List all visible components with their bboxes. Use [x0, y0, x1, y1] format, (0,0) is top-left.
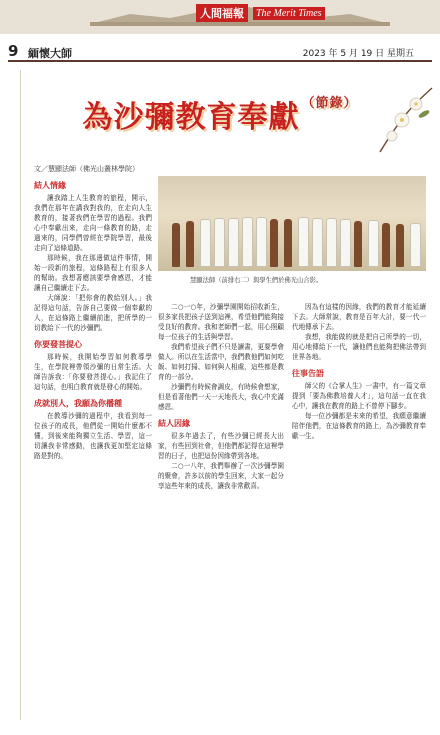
page-header [0, 42, 440, 66]
paragraph: 二○一八年，我們舉辦了一次沙彌學園的聚會，許多以前的學生回來，大家一起分享這些年來的成長，讓我非常歡喜。 [158, 462, 284, 490]
section-heading: 成就別人，我願為你播種 [34, 398, 122, 408]
photo-figure [228, 218, 239, 267]
photo-figure [256, 217, 267, 267]
paragraph: 二○一○年，沙彌學園開始招收新生，很多家長把孩子送到這裡，希望他們能夠接受良好的教育。我和老師們一起，用心照顧每一位孩子的生活與學習。 [158, 303, 284, 341]
group-photo [158, 176, 426, 271]
section-name: 緬懷大師 [28, 47, 72, 60]
photo-figure [340, 219, 351, 267]
section-heading: 結人情緣 [34, 180, 66, 190]
photo-figure [382, 223, 390, 267]
photo-figure [326, 218, 337, 267]
masthead [0, 0, 440, 34]
section-heading: 你要發菩提心 [34, 339, 82, 349]
paragraph: 我想，我能做的就是把自己所學的一切，用心地傳給下一代，讓他們也能夠把佛法帶到世界各地。 [292, 333, 426, 361]
paragraph: 每一位沙彌都是未來的希望，我願意繼續陪伴他們，在這條教育的路上，為沙彌教育奉獻一生。 [292, 412, 426, 440]
paragraph: 那時候，我在那邊做這件事情，開始一段新的旅程，這條路程上有很多人的幫助。我想著應該要學會感恩，才能讓自己繼續走下去。 [34, 254, 152, 292]
section-heading: 結人因緣 [158, 418, 190, 428]
photo-figure [312, 218, 323, 267]
article-title-suffix: （節錄） [301, 96, 358, 111]
issue-date: 2023 年 5 月 19 日 星期五 [302, 49, 414, 59]
section-heading: 往事告語 [292, 368, 324, 378]
photo-figure [242, 217, 253, 267]
photo-figure [214, 218, 225, 267]
paragraph: 我們希望孩子們不只是讀書，更要學會做人。所以在生活當中，我們教他們如何吃飯、如何打掃、如何與人相處，這些都是教育的一部分。 [158, 343, 284, 381]
text-column-3 [292, 302, 426, 441]
article-title-text: 為沙彌教育奉獻 [82, 100, 300, 135]
photo-figure [186, 221, 194, 267]
left-margin-rule [20, 70, 21, 720]
header-divider [8, 60, 432, 62]
article-title [70, 92, 370, 136]
paragraph: 讓我踏上人生教育的旅程，開示，我們在那年在講我對我的，在走向人生教育的，接著我們在學習的過程。我們心中奉獻出來，走向一條教育的路，走過來的，同學們曾經在學院學習，最後走向了這條道路。 [34, 194, 152, 252]
paragraph: 師父的《合掌人生》一書中，有一篇文章提到「要為佛教培養人才」，這句話一直在我心中，讓我在教育的路上不曾停下腳步。 [292, 382, 426, 410]
photo-figure [396, 224, 404, 267]
photo-figure [270, 219, 278, 267]
photo-figure [410, 223, 421, 267]
flower-branch-illustration [372, 86, 434, 156]
photo-figure [368, 220, 379, 267]
paragraph: 大師說：「把你會的教給別人。」我記得這句話，告訴自己要做一個奉獻的人，在這條路上繼續前進，把所學的一切教給下一代的沙彌們。 [34, 294, 152, 332]
photo-figure [284, 219, 292, 267]
photo-figure [172, 223, 180, 267]
paragraph: 那時候，我開始學習如何教導學生，在學院裡帶領沙彌的日常生活。大師告訴我：「你要發菩提心。」我記住了這句話，也明白教育就是發心的開始。 [34, 353, 152, 391]
brand-name-english: The Merit Times [253, 7, 325, 20]
paragraph: 在教導沙彌的過程中，我看到每一位孩子的成長，他們從一開始什麼都不懂，到後來能夠獨立生活、學習，這一切讓我非常感動，也讓我更加堅定這條路是對的。 [34, 412, 152, 460]
text-column-2 [158, 302, 284, 491]
paragraph: 沙彌們有時候會調皮，有時候會想家，但是看著他們一天一天地長大，我心中充滿感恩。 [158, 383, 284, 411]
text-column-1 [34, 174, 152, 461]
newspaper-brand [196, 4, 325, 22]
photo-figure [298, 217, 309, 267]
brand-name-chinese: 人間福報 [196, 4, 248, 22]
paragraph: 很多年過去了，有些沙彌已經長大出家，有些回到社會，但他們都記得在這裡學習的日子，也把這份因緣帶到各地。 [158, 432, 284, 460]
photo-figure [200, 219, 211, 267]
article-byline: 文／慧顯法師（佛光山叢林學院） [34, 165, 139, 173]
photo-figure [354, 221, 362, 267]
paragraph: 因為有這樣的因緣，我們的教育才能延續下去。大師常說，教育是百年大計，要一代一代地傳承下去。 [292, 303, 426, 331]
page-number: 9 [8, 42, 19, 60]
photo-caption: 慧顯法師（前排右二）與學生們於佛光山合影。 [190, 277, 323, 284]
